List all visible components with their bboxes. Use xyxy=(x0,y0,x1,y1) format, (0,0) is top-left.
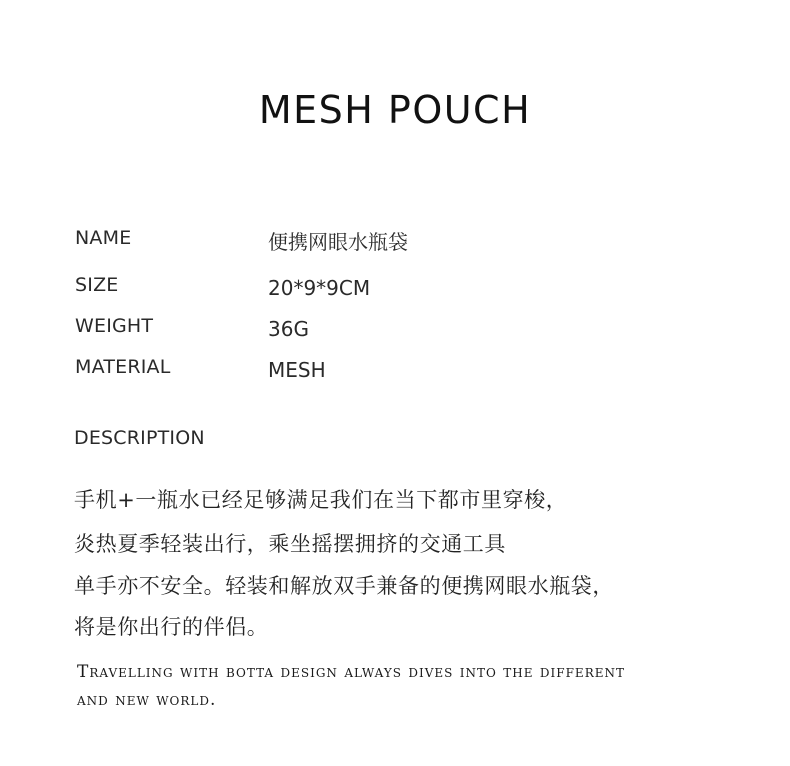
tagline-line-2: and new world. xyxy=(77,690,217,710)
spec-value-size: 20*9*9CM xyxy=(268,276,371,300)
description-line: 手机+一瓶水已经足够满足我们在当下都市里穿梭， xyxy=(74,488,568,512)
description-line: 将是你出行的伴侣。 xyxy=(74,615,269,639)
page-title: MESH POUCH xyxy=(258,88,532,132)
description-line: 炎热夏季轻装出行，乘坐摇摆拥挤的交通工具 xyxy=(74,532,506,556)
spec-label-weight: WEIGHT xyxy=(75,315,154,337)
description-line: 单手亦不安全。轻装和解放双手兼备的便携网眼水瓶袋， xyxy=(74,574,614,598)
spec-label-size: SIZE xyxy=(75,274,119,296)
spec-label-material: MATERIAL xyxy=(75,356,171,378)
spec-value-weight: 36G xyxy=(268,317,309,341)
description-heading: DESCRIPTION xyxy=(74,427,205,449)
spec-value-material: MESH xyxy=(268,358,326,382)
spec-value-name: 便携网眼水瓶袋 xyxy=(268,230,408,254)
tagline-line-1: Travelling with botta design always dives into the different xyxy=(77,662,625,682)
spec-label-name: NAME xyxy=(75,227,132,249)
